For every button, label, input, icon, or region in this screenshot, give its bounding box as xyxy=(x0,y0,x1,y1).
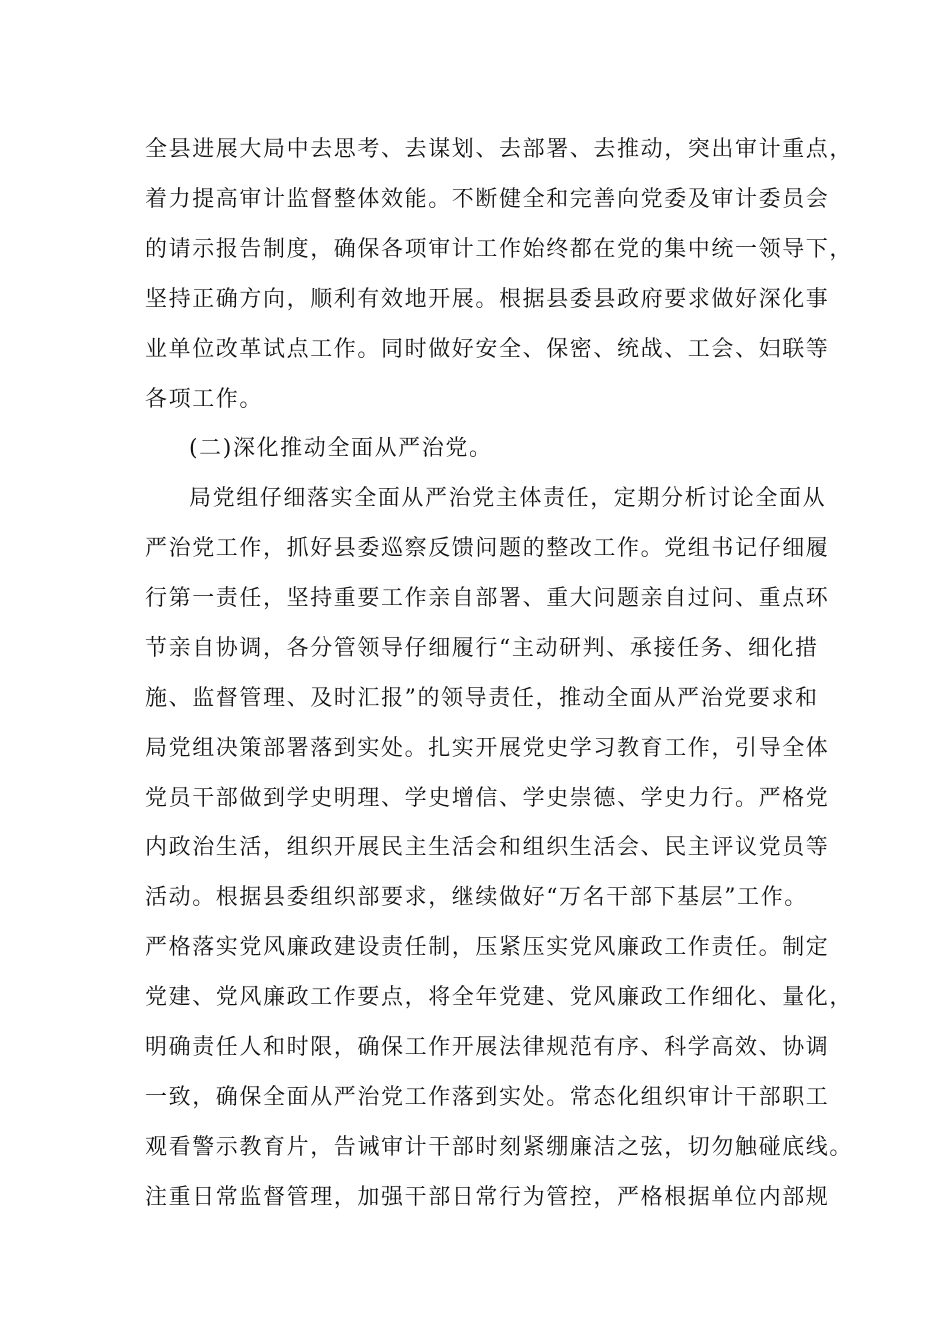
text-line-22: 注重日常监督管理，加强干部日常行为管控，严格根据单位内部规 xyxy=(145,1185,830,1210)
text-line-1: 全县进展大局中去思考、去谋划、去部署、去推动，突出审计重点， xyxy=(145,137,854,162)
text-line-14: 党员干部做到学史明理、学史增信、学史崇德、学史力行。严格党 xyxy=(145,786,830,811)
text-line-5: 业单位改革试点工作。同时做好安全、保密、统战、工会、妇联等 xyxy=(145,337,830,362)
text-line-17: 严格落实党风廉政建设责任制，压紧压实党风廉政工作责任。制定 xyxy=(145,935,830,960)
text-line-3: 的请示报告制度，确保各项审计工作始终都在党的集中统一领导下， xyxy=(145,237,854,262)
text-line-11: 节亲自协调，各分管领导仔细履行“主动研判、承接任务、细化措 xyxy=(145,636,819,661)
text-line-18: 党建、党风廉政工作要点，将全年党建、党风廉政工作细化、量化， xyxy=(145,985,854,1010)
section-heading: (二)深化推动全面从严治党。 xyxy=(189,436,493,461)
text-line-21: 观看警示教育片，告诫审计干部时刻紧绷廉洁之弦，切勿触碰底线。 xyxy=(145,1135,854,1160)
text-line-9: 严治党工作，抓好县委巡察反馈问题的整改工作。党组书记仔细履 xyxy=(145,536,830,561)
text-line-20: 一致，确保全面从严治党工作落到实处。常态化组织审计干部职工 xyxy=(145,1085,830,1110)
text-line-8: 局党组仔细落实全面从严治党主体责任，定期分析讨论全面从 xyxy=(189,486,827,511)
text-line-10: 行第一责任，坚持重要工作亲自部署、重大问题亲自过问、重点环 xyxy=(145,586,830,611)
text-line-13: 局党组决策部署落到实处。扎实开展党史学习教育工作，引导全体 xyxy=(145,736,830,761)
text-line-19: 明确责任人和时限，确保工作开展法律规范有序、科学高效、协调 xyxy=(145,1035,830,1060)
text-line-16: 活动。根据县委组织部要求，继续做好“万名干部下基层”工作。 xyxy=(145,885,808,910)
text-line-15: 内政治生活，组织开展民主生活会和组织生活会、民主评议党员等 xyxy=(145,835,830,860)
text-line-4: 坚持正确方向，顺利有效地开展。根据县委县政府要求做好深化事 xyxy=(145,287,830,312)
text-line-12: 施、监督管理、及时汇报”的领导责任，推动全面从严治党要求和 xyxy=(145,686,819,711)
text-line-6: 各项工作。 xyxy=(145,387,264,412)
text-line-2: 着力提高审计监督整体效能。不断健全和完善向党委及审计委员会 xyxy=(145,187,830,212)
